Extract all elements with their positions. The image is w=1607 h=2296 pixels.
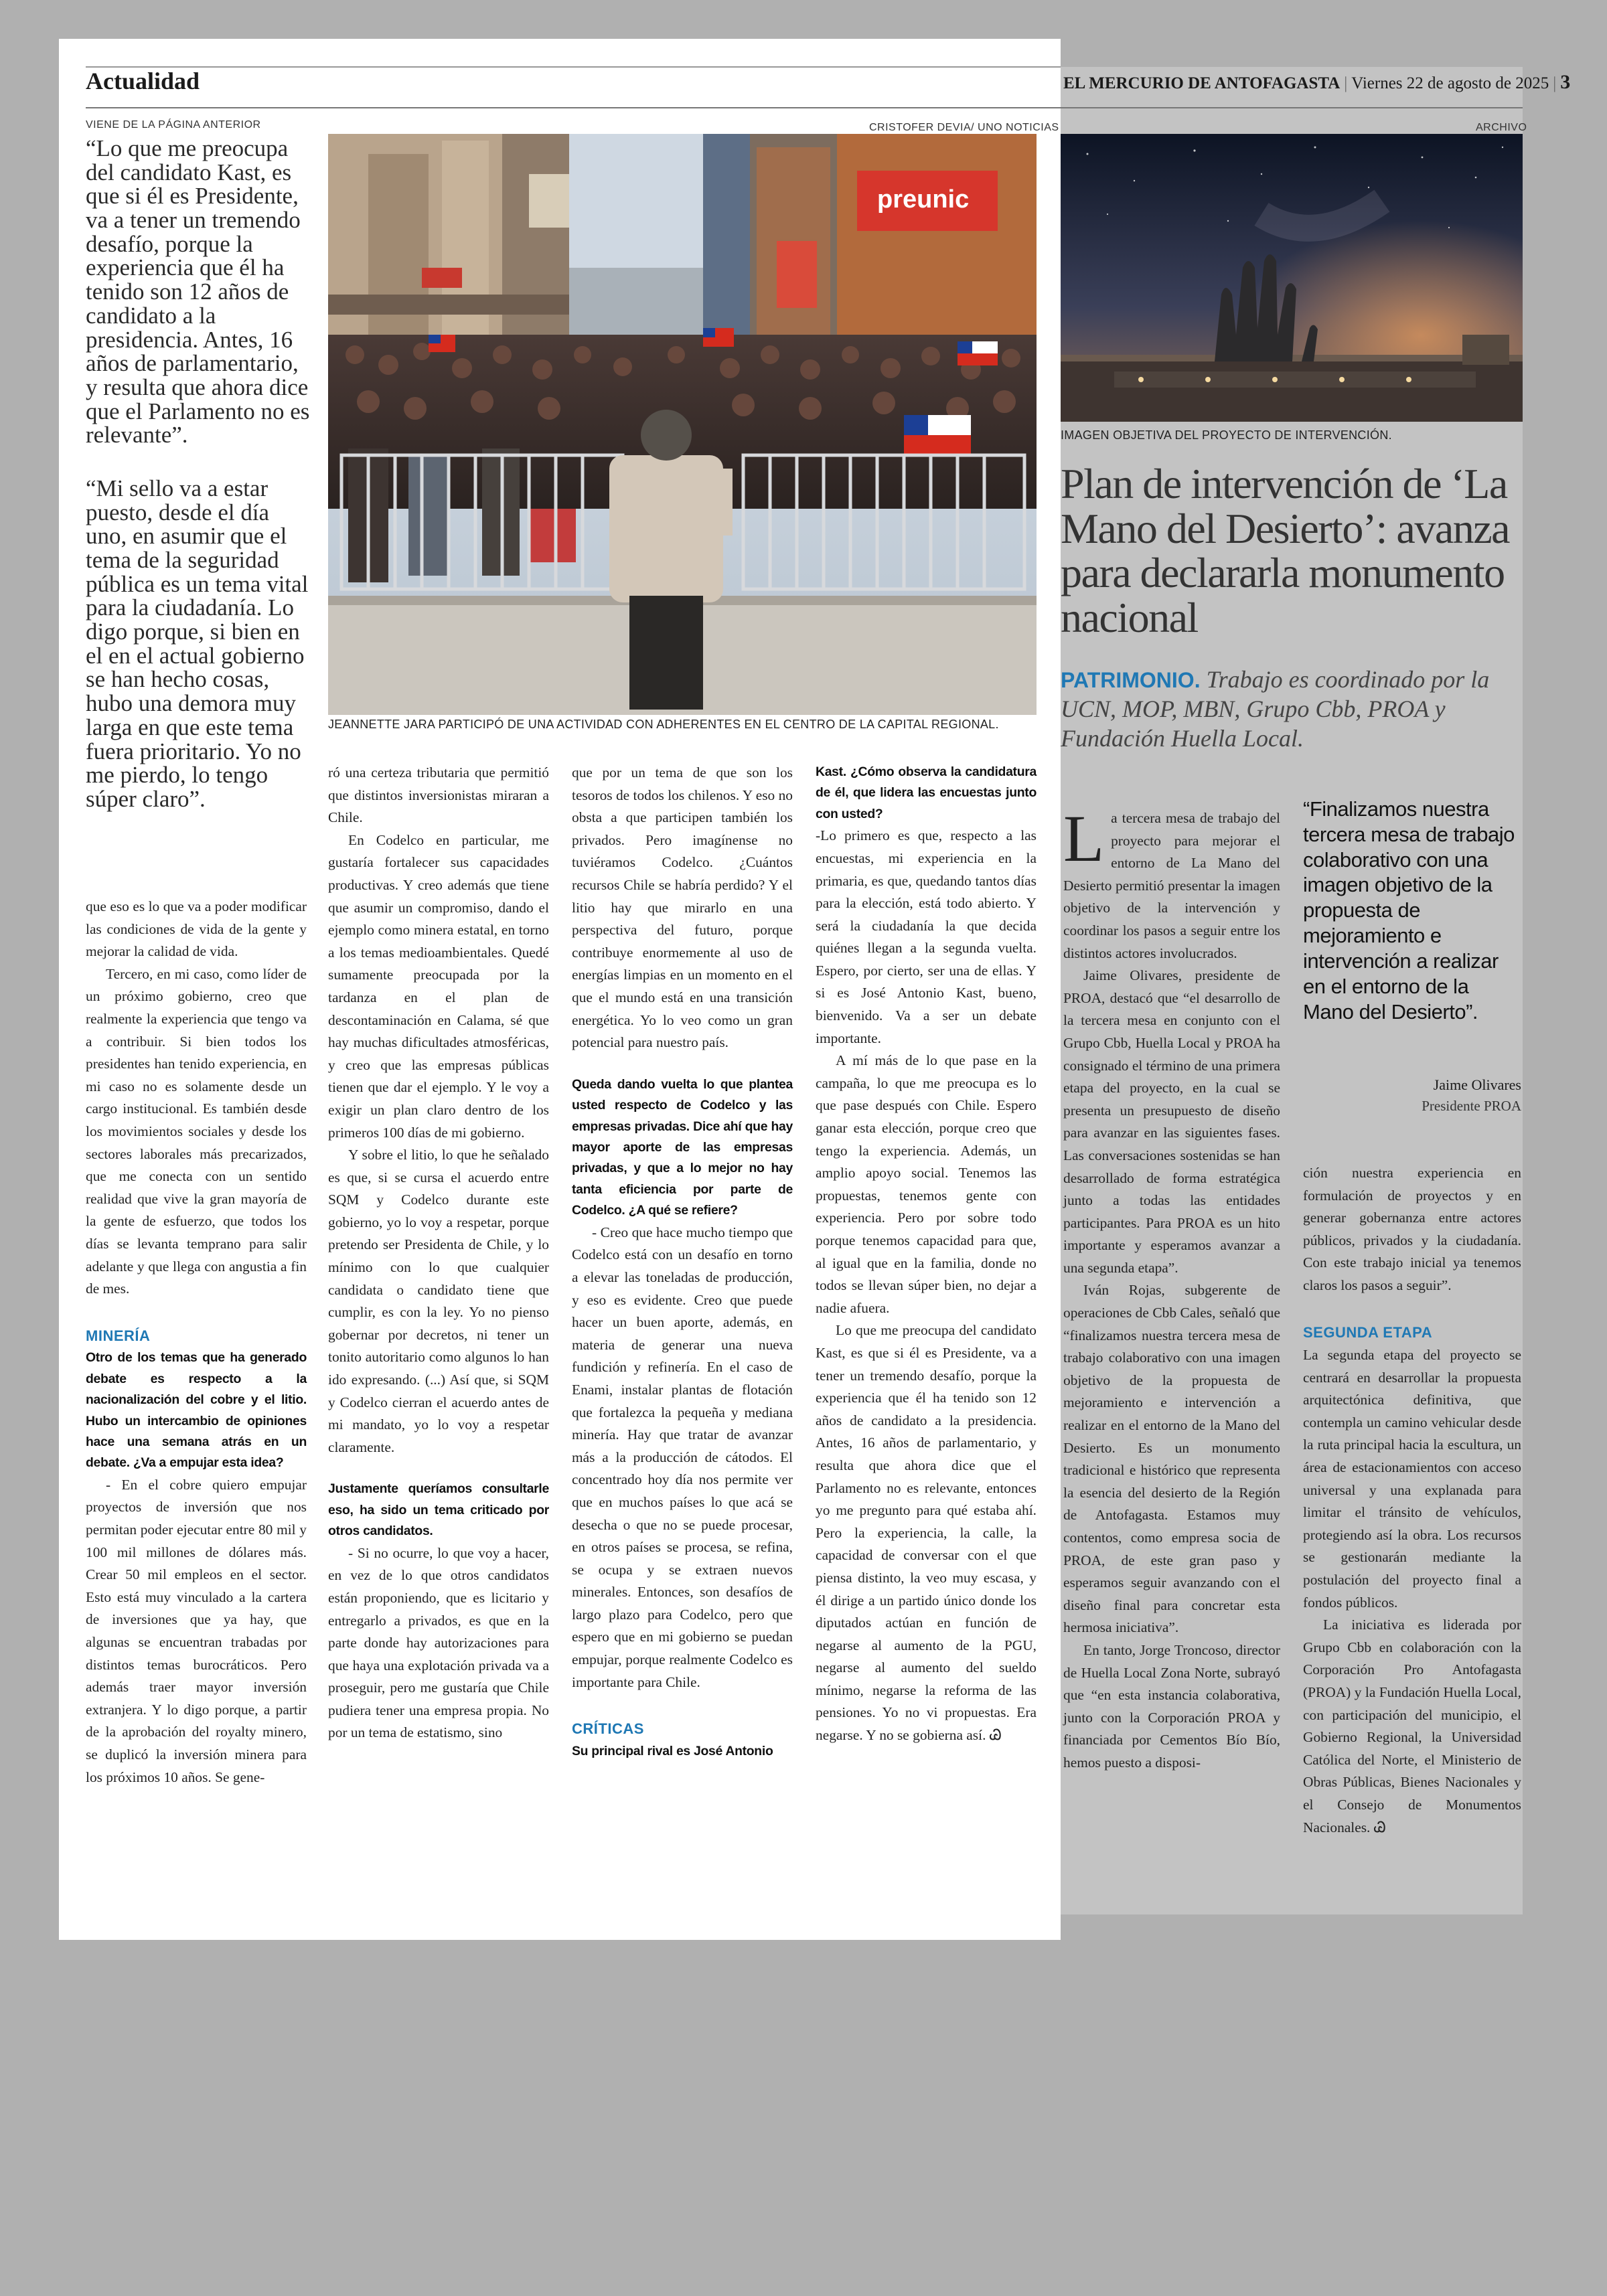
paragraph: - Creo que hace mucho tiempo que Codelco está con un desafío en torno a elevar las toneladas de producción, y eso es evidente. Creo que puede hacer un buen aporte, además, en materia de generar una nueva fundición y refinería. En el caso de Enami, instalar plantas de flotación que fortalezca la pequeña y mediana minería. Hay que tratar de avanzar más a la producción de cátodos. El concentrado hoy día nos permite ver que en muchos países lo que acá se desecha o que no se puede procesar, en otros países se procesa, se refina, se ocupa y se extraen nuevos minerales. Entonces, son desafíos de largo plazo para Codelco, pero que espero que en mi gobierno se puedan empujar, porque realmente Codelco es importante para Chile. bbox=[572, 1224, 793, 1690]
interview-question: Justamente queríamos consultarle eso, ha sido un tema criticado por otros candidatos. bbox=[328, 1481, 549, 1539]
article-column-1 bbox=[86, 896, 307, 1789]
monument-photo bbox=[1061, 134, 1523, 422]
end-mark: Ꮚ bbox=[1373, 1819, 1386, 1835]
paragraph-text: La iniciativa es liderada por Grupo Cbb en colaboración con la Corporación Pro Antofagasta (PROA) y la Fundación Huella Local, con participación del municipio, el Gobierno Regional, la Universidad Católica del Norte, el Ministerio de Obras Públicas, Bienes Nacionales y el Consejo de Monumentos Nacionales. bbox=[1303, 1617, 1521, 1835]
article-column-2 bbox=[328, 762, 549, 1744]
continued-label: VIENE DE LA PÁGINA ANTERIOR bbox=[86, 119, 261, 131]
article-column-4 bbox=[816, 762, 1037, 1747]
pull-quote-author: Jaime Olivares bbox=[1433, 1076, 1521, 1093]
paragraph: ción nuestra experiencia en formulación de proyectos y en generar gobernanza entre actores públicos, privados y la ciudadanía. Con este trabajo inicial ya tenemos claros los pasos a seguir”. bbox=[1303, 1165, 1521, 1293]
publication-date: Viernes 22 de agosto de 2025 bbox=[1351, 74, 1549, 92]
right-article-column-2 bbox=[1303, 1162, 1521, 1839]
masthead: EL MERCURIO DE ANTOFAGASTA | Viernes 22 de agosto de 2025 | 3 bbox=[1063, 71, 1571, 93]
photo-credit: CRISTOFER DEVIA/ UNO NOTICIAS bbox=[869, 122, 1059, 133]
header-rule bbox=[86, 107, 1523, 108]
drop-cap: L bbox=[1063, 801, 1105, 876]
interview-question: Su principal rival es José Antonio bbox=[572, 1743, 773, 1758]
subhead: CRÍTICAS bbox=[572, 1720, 644, 1738]
kicker-text: Trabajo es coordinado por la UCN, MOP, MBN, Grupo Cbb, PROA y Fundación Huella Local. bbox=[1061, 666, 1490, 752]
pull-quote-role: Presidente PROA bbox=[1422, 1098, 1521, 1114]
paragraph: - En el cobre quiero empujar proyectos de inversión que nos permitan poder ejecutar entre 80 mil y 100 mil millones de dólares más. Crear 50 mil empleos en el sector. Esto está muy vinculado a la cartera de inversiones que ya hay, que algunas se encuentran trabadas por distintos temas burocráticos. Pero además traer mayor inversión extranjera. Y lo digo porque, a partir de la aprobación del royalty minero, se duplicó la inversión minera para los próximos 10 años. Se gene- bbox=[86, 1476, 307, 1785]
paragraph bbox=[1063, 801, 1280, 965]
article-column-3 bbox=[572, 762, 793, 1762]
paragraph: En tanto, Jorge Troncoso, director de Huella Local Zona Norte, subrayó que “en esta instancia colaborativa, junto con la Corporación PROA y financiada por Cementos Bío Bío, hemos puesto a disposi- bbox=[1063, 1641, 1280, 1771]
photo-caption: JEANNETTE JARA PARTICIPÓ DE UNA ACTIVIDAD CON ADHERENTES EN EL CENTRO DE LA CAPITAL REGIONAL. bbox=[328, 718, 999, 731]
section-title: Actualidad bbox=[86, 68, 200, 94]
paragraph: - Si no ocurre, lo que voy a hacer, en vez de lo que otros candidatos están proponiendo, que es licitario y entregarlo a privados, es que en la parte donde hay autorizaciones para que haya una explotación privada va a proseguir, pero me gustaría que Chile pudiera tener una empresa propia. No por un tema de estatismo, sino bbox=[328, 1544, 549, 1741]
publication-name: EL MERCURIO DE ANTOFAGASTA bbox=[1063, 74, 1341, 92]
headline: Plan de intervención de ‘La Mano del Desierto’: avanza para declararla monumento nacional bbox=[1061, 460, 1510, 641]
paragraph: Iván Rojas, subgerente de operaciones de Cbb Cales, señaló que “finalizamos nuestra tercera mesa de trabajo colaborativo con una imagen objetivo de la propuesta de mejoramiento e intervención a realizar en el entorno de la Mano del Desierto. Es un monumento tradicional e histórico que representa la esencia del desierto de la Región de Antofagasta. Estamos muy contentos, como empresa socia de PROA, de este gran paso y esperamos seguir avanzando con el diseño final para concretar esta hermosa iniciativa”. bbox=[1063, 1282, 1280, 1636]
paragraph: -Lo primero es que, respecto a las encuestas, mi experiencia en la primaria, es que, quedando tantos días para la elección, está todo abierto. Y será la ciudadanía la que decida quiénes llegan a la segunda vuelta. Espero, por cierto, ser una de ellas. Y si es José Antonio Kast, bueno, bienvenido. Va a ser un debate importante. bbox=[816, 827, 1037, 1046]
subhead: SEGUNDA ETAPA bbox=[1303, 1323, 1433, 1341]
rally-photo-illustration bbox=[328, 134, 1037, 715]
photo-credit: ARCHIVO bbox=[1476, 122, 1527, 133]
subhead: MINERÍA bbox=[86, 1327, 151, 1344]
header-top-rule bbox=[86, 66, 1061, 68]
pull-quote: “Mi sello va a estar puesto, desde el día uno, en asumir que el tema de la seguridad pública es un tema vital para la ciudadanía. Lo digo porque, si bien en el en el actual gobierno se han hecho cosas, hubo una demora muy larga en que este tema fuera prioritario. Yo no me pierdo, lo tengo súper claro”. bbox=[86, 475, 309, 812]
paragraph: Tercero, en mi caso, como líder de un próximo gobierno, creo que realmente la experiencia que tengo va a contribuir. Si bien todos los presidentes han tenido experiencia, en mi caso no es solamente desde un cargo institucional. Es también desde los movimientos sociales y desde los sectores laborales más precarizados, que me conecta con un sentido realidad que vive la gran mayoría de la gente de esfuerzo, que todos los días se levanta temprano para salir adelante y que llega con angustia a fin de mes. bbox=[86, 965, 307, 1297]
quote-column bbox=[86, 137, 312, 841]
paragraph: Y sobre el litio, lo que he señalado es que, si se cursa el acuerdo entre SQM y Codelco durante este gobierno, yo lo voy a respetar, porque pretendo ser Presidenta de Chile, y lo mínimo con lo que cualquier candidata o candidato tiene que cumplir, es con la ley. Yo no pienso gobernar por decretos, ni tener un tonito autoritario como algunos lo han ido expresando. (...) Así que, si SQM y Codelco cierran el acuerdo antes de mi mandato, yo lo voy a respetar claramente. bbox=[328, 1147, 549, 1455]
mano-del-desierto-illustration bbox=[1061, 134, 1523, 422]
paragraph bbox=[816, 1319, 1037, 1746]
page-number: 3 bbox=[1560, 71, 1571, 93]
photo-caption: IMAGEN OBJETIVA DEL PROYECTO DE INTERVENCIÓN. bbox=[1061, 428, 1392, 442]
rally-photo bbox=[328, 134, 1037, 715]
paragraph: A mí más de lo que pase en la campaña, lo que me preocupa es lo que pase después con Chile. Espero ganar esta elección, porque creo que tengo la experiencia. Además, un amplio apoyo social. Tenemos las propuestas, tenemos gente con experiencia. Pero por sobre todo porque tenemos capacidad para que, al igual que en la familia, donde no todos se llevan súper bien, no dejar a nadie afuera. bbox=[816, 1052, 1037, 1316]
interview-question: Otro de los temas que ha generado debate es respecto a la nacionalización del cobre y el litio. Hubo un intercambio de opiniones hace una semana atrás en un debate. ¿Va a empujar esta idea? bbox=[86, 1350, 307, 1471]
pull-quote-box: “Finalizamos nuestra tercera mesa de trabajo colaborativo con una imagen objetivo de la propuesta de mejoramiento e intervención a realizar en el entorno de la Mano del Desierto”. bbox=[1303, 797, 1515, 1023]
end-mark: Ꮚ bbox=[989, 1727, 1002, 1744]
interview-question: Queda dando vuelta lo que plantea usted respecto de Codelco y las empresas privadas. Dice ahí que hay mayor aporte de las empresas privadas, y que a lo mejor no hay tanta eficiencia por parte de Codelco. ¿A qué se refiere? bbox=[572, 1076, 793, 1218]
paragraph-text: Lo que me preocupa del candidato Kast, es que si él es Presidente, va a tener un tremendo desafío, porque la experiencia que él ha tenido son 12 años de candidato a la presidencia. Antes, 16 años de parlamentario, y resulta que ahora dice que el Parlamento no es relevante, entonces yo me pregunto para qué estaba ahí. Pero la experiencia, la calle, la capacidad de conversar con el que piensa distinto, la veo muy escasa, y él dirige a un partido único donde los diputados actúan en función de negarse al aumento de la PGU, negarse al aumento del sueldo mínimo, negarse la reforma de las pensiones. Yo no vi propuestas. Era negarse. Y no se gobierna así. bbox=[816, 1322, 1037, 1744]
pull-quote: “Lo que me preocupa del candidato Kast, es que si él es Presidente, va a tener un tremendo desafío, porque la experiencia que él ha tenido son 12 años de candidato a la presidencia. Antes, 16 años de parlamentario, y resulta que ahora dice que el Parlamento no es relevante”. bbox=[86, 135, 310, 448]
store-sign: preunic bbox=[877, 185, 970, 214]
paragraph: que por un tema de que son los tesoros de todos los chilenos. Y eso no obsta a que participen también los privados. Pero imagínense no tuviéramos Codelco. ¿Cuántos recursos Chile se habría perdido? Y el litio hay que mirarlo en una perspectiva del futuro, porque contribuye enormemente al uso de energías limpias en un momento en el que el mundo está en una transición energética. Yo lo veo como un gran potencial para nuestro país. bbox=[572, 764, 793, 1051]
paragraph: ró una certeza tributaria que permitió que distintos inversionistas miraran a Chile. bbox=[328, 764, 549, 826]
paragraph-text: a tercera mesa de trabajo del proyecto para mejorar el entorno de La Mano del Desierto permitió presentar la imagen objetivo de la intervención y coordinar los pasos a seguir entre los distintos actores involucrados. bbox=[1063, 810, 1280, 961]
paragraph: Jaime Olivares, presidente de PROA, destacó que “el desarrollo de la tercera mesa en conjunto con el Grupo Cbb, Huella Local y PROA ha consignado el término de una primera etapa del proyecto, en la cual se presenta un presupuesto de diseño para avanzar en las siguientes fases. Las conversaciones sostenidas se han desarrollado de forma estratégica junto a todas las entidades participantes. Para PROA es un hito importante y esperamos avanzar a una segunda etapa”. bbox=[1063, 967, 1280, 1276]
interview-question: Kast. ¿Cómo observa la candidatura de él, que lidera las encuestas junto con usted? bbox=[816, 764, 1037, 821]
paragraph: que eso es lo que va a poder modificar las condiciones de vida de la gente y mejorar la calidad de vida. bbox=[86, 898, 307, 960]
paragraph: En Codelco en particular, me gustaría fortalecer sus capacidades productivas. Y creo además que tiene que asumir un compromiso, dando el ejemplo como minera estatal, en torno a los temas medioambientales. Quedé sumamente preocupada por la tardanza en el plan de descontaminación en Calama, sé que hay muchas dificultades atmosféricas, y creo que las empresas públicas tienen que dar el ejemplo. Y le voy a exigir un plan claro dentro de los primeros 100 días de mi gobierno. bbox=[328, 831, 549, 1141]
paragraph bbox=[1303, 1614, 1521, 1839]
paragraph: La segunda etapa del proyecto se centrará en desarrollar la propuesta arquitectónica definitiva, que contempla un camino vehicular desde la ruta principal hacia la escultura, un área de estacionamientos con acceso universal y una explanada para limitar el tránsito de vehículos, protegiendo así la obra. Los recursos se gestionarán mediante la postulación del proyecto final a fondos públicos. bbox=[1303, 1347, 1521, 1611]
kicker bbox=[1061, 665, 1523, 754]
right-article-column-1 bbox=[1063, 801, 1280, 1775]
kicker-label: PATRIMONIO. bbox=[1061, 668, 1201, 692]
